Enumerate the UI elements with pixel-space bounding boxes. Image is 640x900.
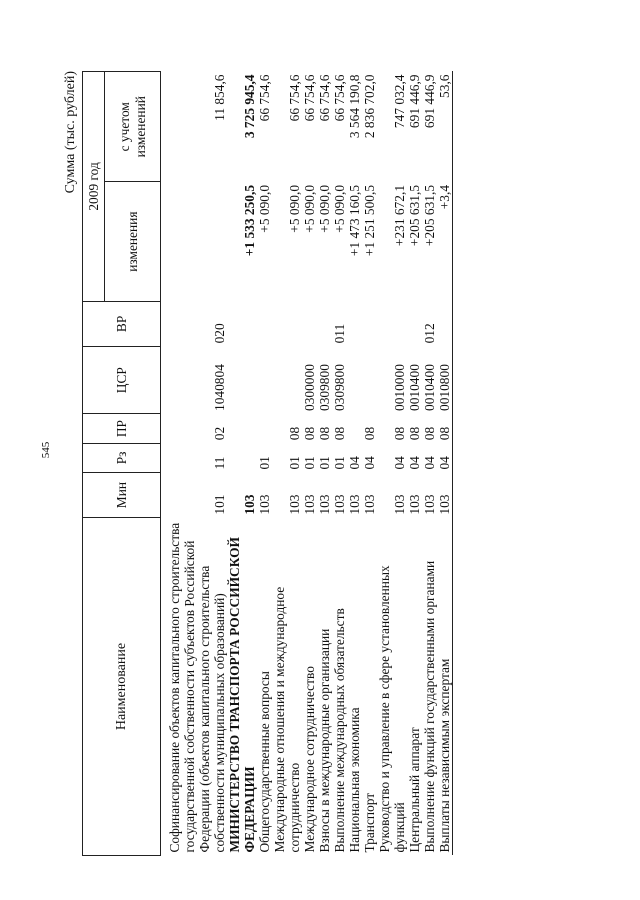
row-changes: +231 672,1 xyxy=(392,184,407,247)
row-changes: +5 090,0 xyxy=(287,184,302,233)
row-csr: 1040804 xyxy=(212,364,227,411)
row-changes: +1 251 500,5 xyxy=(362,184,377,257)
row-total: 11 854,6 xyxy=(212,74,227,121)
row-pr: 02 xyxy=(212,426,227,441)
row-vr xyxy=(347,301,362,346)
table-row xyxy=(272,72,302,856)
header-csr: ЦСР xyxy=(83,346,161,414)
row-csr xyxy=(347,346,362,414)
row-changes: +5 090,0 xyxy=(257,184,272,233)
row-min: 103 xyxy=(422,494,437,515)
table-row xyxy=(227,72,257,856)
header-pr: ПР xyxy=(83,414,161,443)
row-name: Выполнение международных обязательств xyxy=(332,608,347,853)
row-total: 66 754,6 xyxy=(257,74,272,122)
row-total: 66 754,6 xyxy=(332,74,347,122)
table-row xyxy=(437,72,453,856)
row-csr: 0309800 xyxy=(317,364,332,411)
row-csr xyxy=(227,346,257,414)
row-total: 66 754,6 xyxy=(317,74,332,122)
row-pr: 08 xyxy=(302,426,317,441)
row-name: Выплаты независимым экспертам xyxy=(437,518,453,856)
units-caption: Сумма (тыс. рублей) xyxy=(63,71,78,194)
row-pr: 08 xyxy=(362,426,377,441)
header-with-changes: с учетом изменений xyxy=(105,72,161,182)
row-pr: 08 xyxy=(407,426,422,441)
row-min: 103 xyxy=(437,473,453,518)
table-row xyxy=(167,72,227,856)
row-min: 103 xyxy=(257,494,272,515)
row-changes: +205 631,5 xyxy=(407,184,422,247)
row-csr xyxy=(362,346,377,414)
row-rz: 04 xyxy=(437,443,453,472)
row-pr: 08 xyxy=(332,426,347,441)
row-csr xyxy=(257,346,272,414)
row-rz: 04 xyxy=(422,456,437,470)
row-name: Международные отношения и международное сотрудничество xyxy=(272,586,302,853)
row-pr: 08 xyxy=(422,426,437,441)
row-min: 103 xyxy=(407,494,422,515)
row-name: Софинансирование объектов капитального строительства государственной собственности субъектов Российской Федерации (объектов капитального строительства собственности муниципальных образований) xyxy=(167,522,227,853)
row-rz: 04 xyxy=(392,456,407,470)
row-name: Транспорт xyxy=(362,792,377,853)
row-vr xyxy=(227,301,257,346)
row-min: 103 xyxy=(242,494,257,515)
row-rz: 04 xyxy=(407,456,422,470)
row-vr xyxy=(437,301,453,346)
row-vr xyxy=(302,301,317,346)
row-rz: 01 xyxy=(287,456,302,470)
row-vr xyxy=(407,301,422,346)
row-csr: 0010400 xyxy=(422,364,437,411)
row-min: 101 xyxy=(212,494,227,515)
table-row xyxy=(302,72,317,856)
row-csr: 0010800 xyxy=(437,346,453,414)
table-row xyxy=(407,72,422,856)
row-csr: 0010000 xyxy=(392,364,407,411)
row-name: Руководство и управление в сфере установленных функций xyxy=(377,565,407,853)
row-changes: +3,4 xyxy=(437,182,453,301)
row-name: Международное сотрудничество xyxy=(302,666,317,853)
header-year: 2009 год xyxy=(83,72,105,302)
row-changes: +1 473 160,5 xyxy=(347,184,362,257)
table-body xyxy=(161,72,453,856)
row-name: Общегосударственные вопросы xyxy=(257,671,272,853)
row-total: 2 836 702,0 xyxy=(362,74,377,139)
row-min: 103 xyxy=(302,494,317,515)
row-total: 691 446,9 xyxy=(407,74,422,129)
table-row xyxy=(422,72,437,856)
row-changes: +1 533 250,5 xyxy=(242,184,257,257)
row-pr: 08 xyxy=(392,426,407,441)
row-rz: 04 xyxy=(347,456,362,470)
row-pr xyxy=(257,414,272,443)
row-min: 103 xyxy=(362,494,377,515)
row-changes: +5 090,0 xyxy=(332,184,347,233)
row-changes: +205 631,5 xyxy=(422,184,437,247)
row-pr: 08 xyxy=(437,414,453,443)
table-row xyxy=(257,72,272,856)
row-vr: 020 xyxy=(212,323,227,344)
row-csr: 0309800 xyxy=(332,364,347,411)
row-changes: +5 090,0 xyxy=(317,184,332,233)
row-total: 747 032,4 xyxy=(392,74,407,129)
row-pr: 08 xyxy=(317,426,332,441)
table-row xyxy=(347,72,362,856)
row-total: 66 754,6 xyxy=(287,74,302,122)
row-rz xyxy=(227,443,257,472)
row-name: МИНИСТЕРСТВО ТРАНСПОРТА РОССИЙСКОЙ ФЕДЕРАЦИИ xyxy=(227,537,257,853)
row-pr xyxy=(227,414,257,443)
row-vr xyxy=(257,301,272,346)
page-number: 545 xyxy=(40,441,52,459)
table-row xyxy=(317,72,332,856)
row-vr xyxy=(272,301,302,346)
row-name: Выполнение функций государственными органами xyxy=(422,560,437,853)
row-min: 103 xyxy=(317,494,332,515)
row-name: Взносы в международные организации xyxy=(317,628,332,853)
row-csr: 0010400 xyxy=(407,364,422,411)
budget-table xyxy=(82,71,453,856)
row-vr: 011 xyxy=(332,323,347,344)
row-vr: 012 xyxy=(422,323,437,344)
row-rz: 01 xyxy=(302,456,317,470)
row-total: 691 446,9 xyxy=(422,74,437,129)
row-total: 66 754,6 xyxy=(302,74,317,122)
header-changes: изменения xyxy=(105,182,161,301)
row-pr: 08 xyxy=(287,426,302,441)
header-rz: Рз xyxy=(83,443,161,472)
row-name: Центральный аппарат xyxy=(407,727,422,853)
row-changes xyxy=(167,182,227,301)
row-total: 3 725 945,4 xyxy=(242,74,257,139)
row-min: 103 xyxy=(287,494,302,515)
table-row xyxy=(332,72,347,856)
row-vr xyxy=(317,301,332,346)
row-rz: 01 xyxy=(332,456,347,470)
row-total: 53,6 xyxy=(437,72,453,182)
table-row xyxy=(362,72,377,856)
budget-sheet xyxy=(60,71,600,856)
row-rz: 11 xyxy=(212,456,227,470)
row-min: 103 xyxy=(332,494,347,515)
row-rz: 04 xyxy=(362,456,377,470)
row-vr xyxy=(362,301,377,346)
header-min: Мин xyxy=(83,473,161,518)
header-name: Наименование xyxy=(83,518,161,856)
row-csr: 0300000 xyxy=(302,364,317,411)
row-min: 103 xyxy=(392,494,407,515)
table-row xyxy=(377,72,407,856)
row-total: 3 564 190,8 xyxy=(347,74,362,139)
row-csr xyxy=(272,346,302,414)
row-rz: 01 xyxy=(317,456,332,470)
row-name: Национальная экономика xyxy=(347,707,362,853)
row-vr xyxy=(377,301,407,346)
row-changes: +5 090,0 xyxy=(302,184,317,233)
row-pr xyxy=(347,414,362,443)
header-vr: ВР xyxy=(83,301,161,346)
row-min: 103 xyxy=(347,494,362,515)
row-rz: 01 xyxy=(257,456,272,470)
